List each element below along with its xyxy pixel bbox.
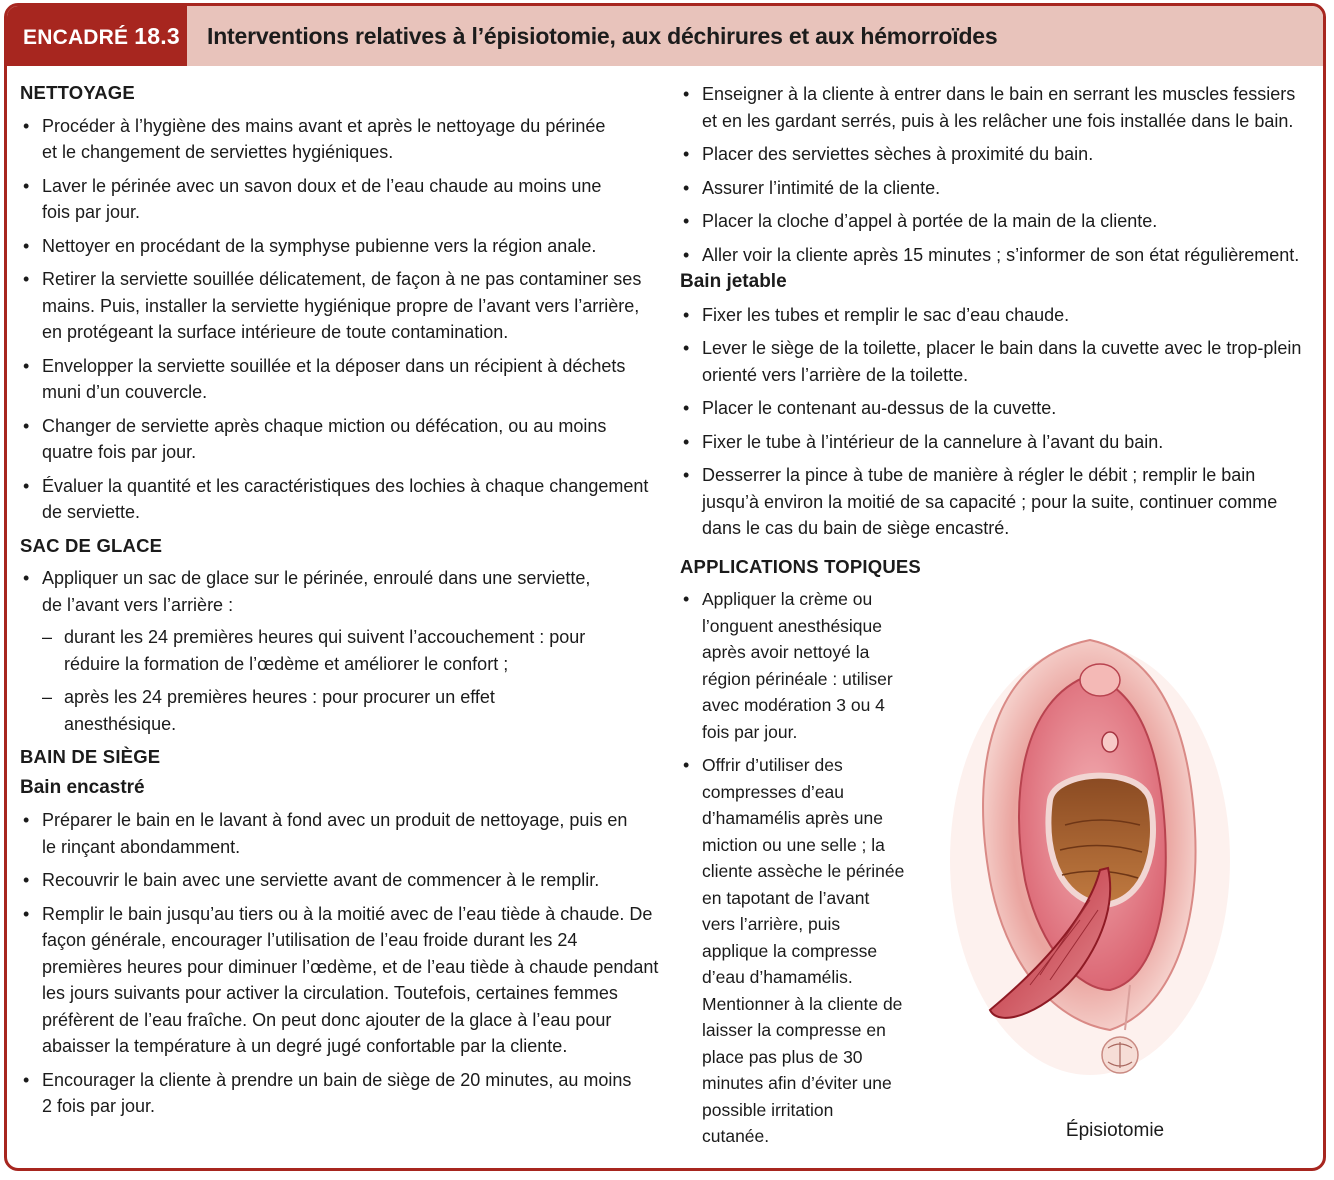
list-item: • Retirer la serviette souillée délicatement, de façon à ne pas contaminer ses mains. Puis, installer la serviette hygiénique propre de l’avant vers l’arrière, en protégeant la surface intérieure de toute contamination.: [20, 266, 660, 346]
sub-list-item: – durant les 24 premières heures qui suivent l’accouchement : pour réduire la formation de l’œdème et améliorer le confort ;: [42, 624, 600, 677]
sub-list-item: – après les 24 premières heures : pour procurer un effet anesthésique.: [42, 684, 600, 737]
list-item: • Nettoyer en procédant de la symphyse pubienne vers la région anale.: [20, 233, 660, 260]
section-heading-glace: SAC DE GLACE: [20, 534, 163, 556]
header-bar: [7, 6, 1323, 66]
bain-encastre-list: [20, 807, 660, 1120]
urethra: [1102, 732, 1118, 752]
section-heading-nettoyage: NETTOYAGE: [20, 82, 135, 103]
list-item: • Offrir d’utiliser des compresses d’eau d’hamamélis après une miction ou une selle ; la cliente assèche le périnée en tapotant de l’avant vers l’arrière, puis applique la compresse d’eau d’hamamélis. Mentionner à la cliente de laisser la compresse en place pas plus de 30 minutes afin d’éviter une possible irritation cutanée.: [680, 752, 905, 1150]
subheading-bain-jetable: Bain jetable: [680, 271, 787, 292]
list-item: • Placer le contenant au-dessus de la cuvette.: [680, 395, 1310, 422]
list-item: • Placer des serviettes sèches à proximité du bain.: [680, 141, 1310, 168]
tag-prefix: ENCADRÉ: [23, 26, 129, 49]
list-item: • Assurer l’intimité de la cliente.: [680, 175, 1310, 202]
glace-list: [20, 565, 660, 737]
bain-encastre-suite-list: [680, 81, 1310, 268]
subheading-bain-encastre: Bain encastré: [20, 776, 145, 798]
box-title: Interventions relatives à l’épisiotomie, aux déchirures et aux hémorroïdes: [207, 23, 998, 49]
anus: [1102, 1037, 1138, 1073]
list-item: • Fixer les tubes et remplir le sac d’eau chaude.: [680, 302, 1310, 329]
list-item: • Envelopper la serviette souillée et la déposer dans un récipient à déchets muni d’un couvercle.: [20, 353, 660, 406]
left-column: [20, 80, 660, 1127]
box-tag: [7, 6, 187, 66]
glace-item-text: Appliquer un sac de glace sur le périnée, enroulé dans une serviette, de l’avant vers l’arrière :: [42, 568, 591, 615]
list-item: • Remplir le bain jusqu’au tiers ou à la moitié avec de l’eau tiède à chaude. De façon générale, encourager l’utilisation de l’eau froide durant les 24 premières heures pour diminuer l’œdème, et de l’eau tiède à chaude pendant les jours suivants pour activer la circulation. Toutefois, certaines femmes préfèrent de l’eau fraîche. On peut donc ajouter de la glace à l’eau pour abaisser la température à un degré jugé confortable par la cliente.: [20, 901, 660, 1060]
list-item: [20, 565, 660, 737]
list-item: • Évaluer la quantité et les caractéristiques des lochies à chaque changement de serviette.: [20, 473, 660, 526]
section-heading-topiques: APPLICATIONS TOPIQUES: [680, 555, 921, 577]
glace-sublist: [42, 624, 600, 737]
list-item: • Recouvrir le bain avec une serviette avant de commencer à le remplir.: [20, 867, 660, 894]
episiotomy-illustration: [930, 630, 1230, 1100]
figure-caption: Épisiotomie: [1065, 1120, 1165, 1141]
topiques-list: [680, 586, 905, 1150]
list-item: • Encourager la cliente à prendre un bain de siège de 20 minutes, au moins 2 fois par jour.: [20, 1067, 660, 1120]
list-item: • Fixer le tube à l’intérieur de la cannelure à l’avant du bain.: [680, 429, 1310, 456]
list-item: • Appliquer la crème ou l’onguent anesthésique après avoir nettoyé la région périnéale : utiliser avec modération 3 ou 4 fois par jour.: [680, 586, 905, 745]
bain-jetable-list: [680, 302, 1310, 542]
list-item: • Changer de serviette après chaque miction ou défécation, ou au moins quatre fois par jour.: [20, 413, 660, 466]
list-item: • Préparer le bain en le lavant à fond avec un produit de nettoyage, puis en le rinçant abondamment.: [20, 807, 660, 860]
list-item: • Desserrer la pince à tube de manière à régler le débit ; remplir le bain jusqu’à environ la moitié de sa capacité ; pour la suite, continuer comme dans le cas du bain de siège encastré.: [680, 462, 1310, 542]
list-item: • Laver le périnée avec un savon doux et de l’eau chaude au moins une fois par jour.: [20, 173, 660, 226]
list-item: • Procéder à l’hygiène des mains avant et après le nettoyage du périnée et le changement de serviettes hygiéniques.: [20, 113, 660, 166]
list-item: • Placer la cloche d’appel à portée de la main de la cliente.: [680, 208, 1310, 235]
clitoris: [1080, 664, 1120, 696]
list-item: • Lever le siège de la toilette, placer le bain dans la cuvette avec le trop-plein orienté vers l’arrière de la toilette.: [680, 335, 1310, 388]
nettoyage-list: [20, 113, 660, 526]
list-item: • Aller voir la cliente après 15 minutes ; s’informer de son état régulièrement.: [680, 242, 1310, 269]
tag-number: 18.3: [134, 23, 180, 49]
list-item: • Enseigner à la cliente à entrer dans le bain en serrant les muscles fessiers et en les gardant serrés, puis à les relâcher une fois installée dans le bain.: [680, 81, 1310, 134]
section-heading-bain: BAIN DE SIÈGE: [20, 746, 161, 767]
